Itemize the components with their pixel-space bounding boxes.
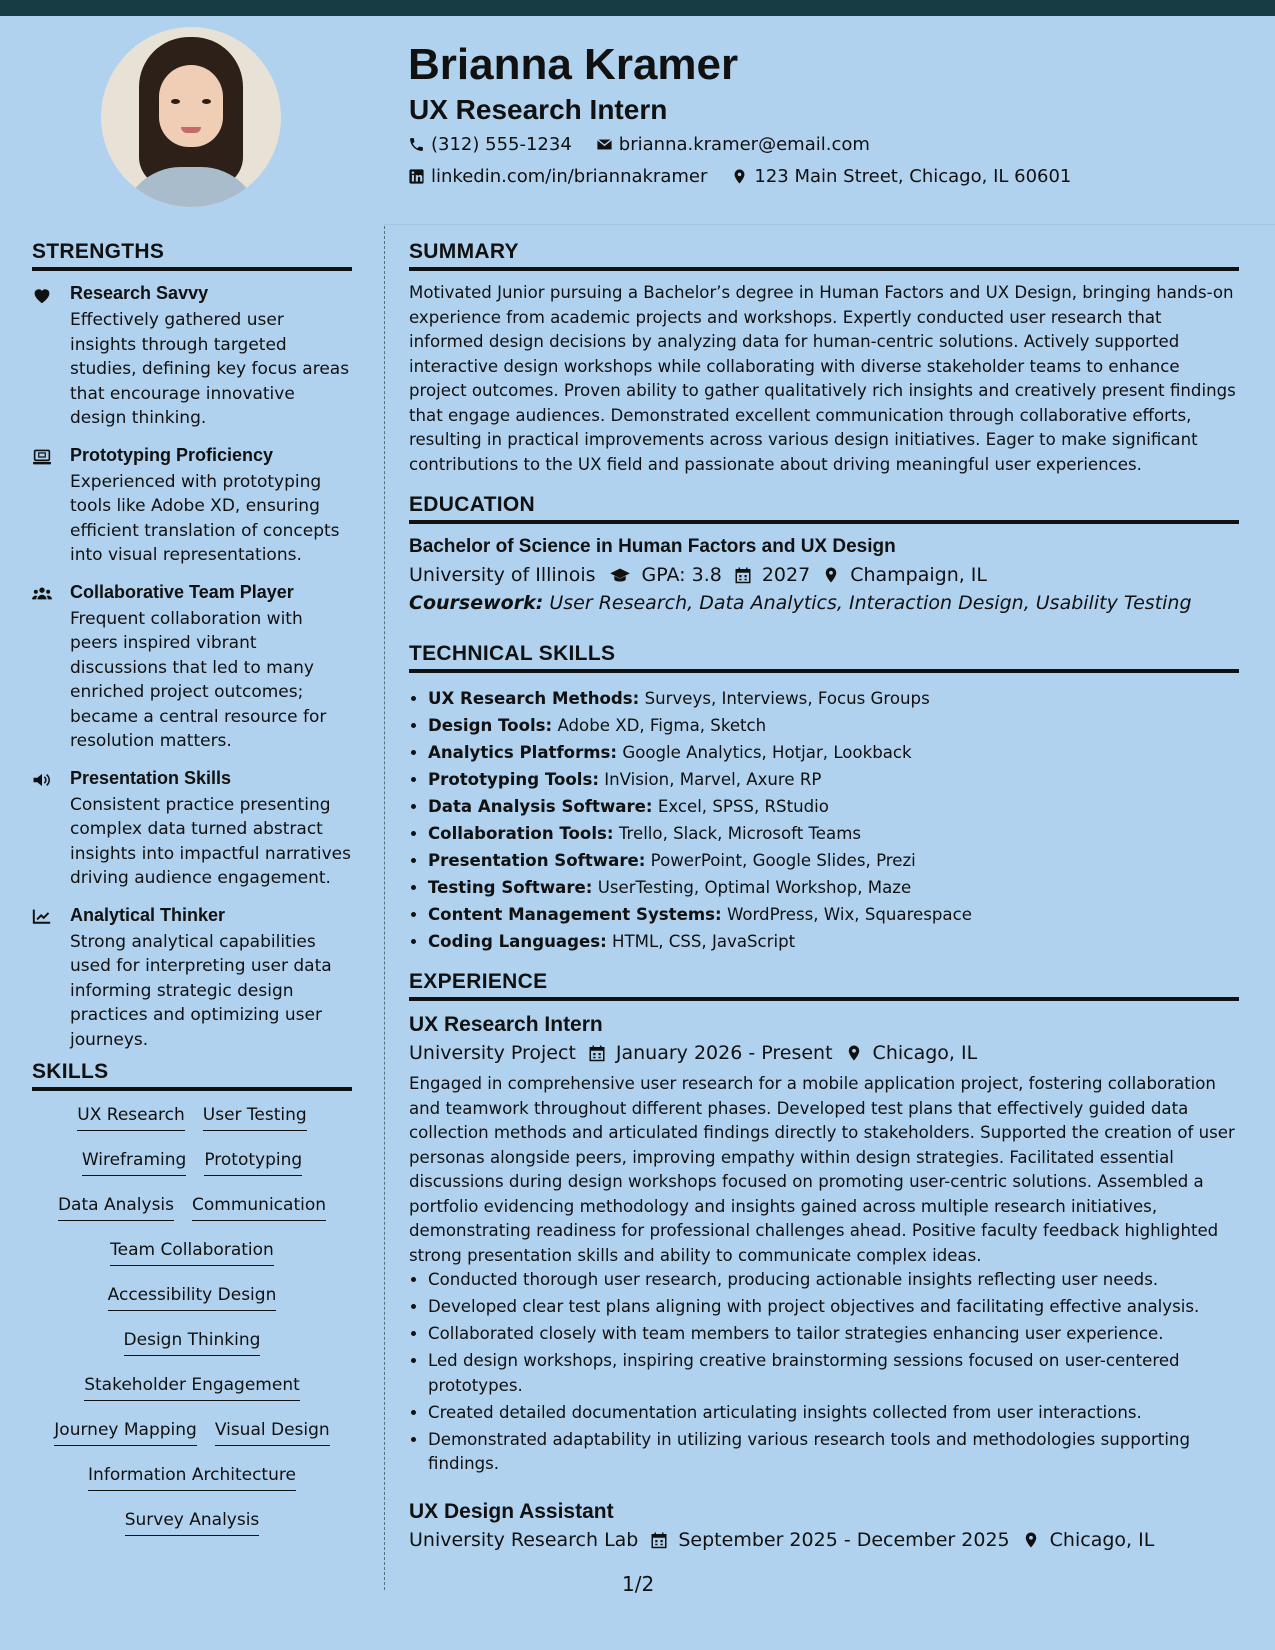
skill-tag: Prototyping [204,1150,302,1176]
skill-tag: Visual Design [215,1420,330,1446]
job-title: UX Design Assistant [409,1500,614,1523]
job-bullet: • Led design workshops, inspiring creative brainstorming sessions focused on user-centered prototypes. [428,1349,1239,1398]
technical-skill-value: Excel, SPSS, RStudio [657,797,829,816]
education-heading: EDUCATION [409,493,1239,524]
skill-tag: Survey Analysis [125,1510,260,1536]
skill-tag: Data Analysis [58,1195,174,1221]
heart-icon [32,286,52,304]
skill-row [32,1150,352,1195]
calendar-icon [734,566,752,584]
experience-entry [409,1013,1239,1479]
candidate-name: Brianna Kramer [408,40,739,89]
job-dates: September 2025 - December 2025 [678,1529,1010,1551]
skill-tag: Stakeholder Engagement [84,1375,300,1401]
coursework-label: Coursework: [409,592,544,614]
contact-row-1 [408,134,870,155]
strength-description: Experienced with prototyping tools like Adobe XD, ensuring efficient translation of concepts into visual representations. [70,471,340,565]
technical-skills-heading: TECHNICAL SKILLS [409,642,1239,673]
job-bullet: • Developed clear test plans aligning with project objectives and facilitating effective analysis. [428,1295,1239,1320]
job-organization: University Research Lab [409,1529,639,1551]
page-number: 1/2 [622,1572,655,1596]
users-icon [32,585,52,603]
skill-tag: User Testing [203,1105,307,1131]
strength-description: Strong analytical capabilities used for interpreting user data informing strategic design practices and optimizing user journeys. [70,931,332,1050]
location-pin-icon [845,1044,863,1062]
skill-row [32,1465,352,1510]
job-description: Engaged in comprehensive user research for a mobile application project, fostering collaboration and teamwork throughout different phases. Developed test plans that effectively guided data collection methods and articulated findings directly to stakeholders. Supported the creation of user personas alongside peers, improving empathy within design strategies. Facilitated essential discussions during design workshops focused on promoting user-centric solutions. Assembled a portfolio evidencing methodology and insights gained across multiple research initiatives, demonstrating readiness for professional challenges ahead. Positive faculty feedback highlighted strong presentation skills and ability to communicate complex ideas. [409,1074,1235,1265]
technical-skill-label: Content Management Systems: [428,905,722,924]
job-bullet: • Collaborated closely with team members to tailor strategies enhancing user experience. [428,1322,1239,1347]
envelope-icon [596,136,613,153]
skill-row [32,1240,352,1285]
header-separator [384,224,1275,225]
job-meta [409,1529,1239,1551]
technical-skill-value: InVision, Marvel, Axure RP [604,770,822,789]
technical-skill-item [428,928,1239,955]
strength-item [32,582,352,754]
coursework [409,592,1239,614]
strengths-heading: STRENGTHS [32,240,352,271]
skills-heading: SKILLS [32,1060,352,1091]
technical-skill-label: Data Analysis Software: [428,797,653,816]
linkedin-icon [408,168,425,185]
job-bullet: • Conducted thorough user research, producing actionable insights reflecting user needs. [428,1268,1239,1293]
technical-skill-item [428,712,1239,739]
email-address[interactable]: brianna.kramer@email.com [618,134,870,155]
strength-title: Presentation Skills [70,767,232,788]
profile-photo [101,27,281,207]
laptop-icon [32,448,52,466]
experience-heading: EXPERIENCE [409,970,1239,1001]
strength-description: Effectively gathered user insights through targeted studies, defining key focus areas that encourage innovative design thinking. [70,310,350,428]
strength-description: Frequent collaboration with peers inspired vibrant discussions that led to many enriched project outcomes; became a central resource for resolution matters. [70,608,327,751]
technical-skill-value: Adobe XD, Figma, Sketch [557,716,767,735]
technical-skill-item [428,901,1239,928]
skill-tag: Accessibility Design [108,1285,277,1311]
calendar-icon [588,1044,606,1062]
technical-skill-item [428,685,1239,712]
graduation-cap-icon [608,566,632,584]
summary-heading: SUMMARY [409,240,1239,271]
technical-skill-item [428,847,1239,874]
technical-skill-item [428,793,1239,820]
strength-title: Collaborative Team Player [70,581,294,602]
skill-tag: Wireframing [82,1150,186,1176]
chart-line-icon [32,908,52,926]
technical-skill-value: Google Analytics, Hotjar, Lookback [622,743,912,762]
technical-skill-label: Design Tools: [428,716,553,735]
job-location: Chicago, IL [1049,1529,1155,1551]
technical-skill-value: WordPress, Wix, Squarespace [726,905,972,924]
technical-skill-label: Prototyping Tools: [428,770,599,789]
skill-tag: Design Thinking [124,1330,261,1356]
coursework-list: User Research, Data Analytics, Interaction Design, Usability Testing [549,592,1192,614]
skill-tag: Communication [192,1195,326,1221]
technical-skill-label: Presentation Software: [428,851,646,870]
location-pin-icon [1022,1531,1040,1549]
strength-description: Consistent practice presenting complex data turned abstract insights into impactful narratives driving audience engagement. [70,794,351,888]
technical-skill-label: Collaboration Tools: [428,824,614,843]
skill-tag: Team Collaboration [110,1240,274,1266]
technical-skill-label: Coding Languages: [428,932,607,951]
technical-skill-item [428,766,1239,793]
skills-list [32,1105,352,1555]
strengths-section [32,240,352,1066]
job-location: Chicago, IL [872,1042,978,1064]
location-pin-icon [822,566,840,584]
skill-row [32,1420,352,1465]
degree-name: Bachelor of Science in Human Factors and UX Design [409,536,896,557]
location-pin-icon [731,168,748,185]
speaker-icon [32,771,52,789]
linkedin-url[interactable]: linkedin.com/in/briannakramer [431,166,708,187]
technical-skill-label: Testing Software: [428,878,593,897]
street-address: 123 Main Street, Chicago, IL 60601 [754,166,1072,187]
skill-tag: Information Architecture [88,1465,296,1491]
job-title: UX Research Intern [409,1013,603,1036]
graduation-year: 2027 [761,564,811,586]
skill-tag: Journey Mapping [54,1420,197,1446]
job-bullets [409,1268,1239,1477]
contact-row-2 [408,166,1071,187]
skill-row [32,1105,352,1150]
calendar-icon [650,1531,668,1549]
school-location: Champaign, IL [850,564,988,586]
job-meta [409,1042,1239,1064]
strength-title: Analytical Thinker [70,904,226,925]
candidate-title: UX Research Intern [409,94,668,125]
technical-skill-label: UX Research Methods: [428,689,640,708]
technical-skill-value: PowerPoint, Google Slides, Prezi [650,851,916,870]
job-bullet: • Created detailed documentation articulating insights collected from user interactions. [428,1401,1239,1426]
experience-entry [409,1500,1239,1551]
strength-item [32,768,352,891]
technical-skill-value: Surveys, Interviews, Focus Groups [644,689,930,708]
top-bar [0,0,1275,16]
phone-icon [408,136,425,153]
column-divider [384,226,385,1590]
technical-skill-item [428,820,1239,847]
school-name: University of Illinois [409,564,596,586]
strength-item [32,445,352,568]
gpa: GPA: 3.8 [641,564,722,586]
technical-skill-value: UserTesting, Optimal Workshop, Maze [597,878,912,897]
skill-row [32,1330,352,1375]
technical-skill-value: HTML, CSS, JavaScript [612,932,796,951]
job-bullet: • Demonstrated adaptability in utilizing various research tools and methodologies supporting findings. [428,1428,1239,1477]
job-organization: University Project [409,1042,576,1064]
phone-number[interactable]: (312) 555-1234 [431,134,572,155]
skill-row [32,1510,352,1555]
education-entry [409,536,1239,614]
technical-skill-item [428,739,1239,766]
strength-item [32,905,352,1053]
skill-tag: UX Research [77,1105,184,1131]
technical-skills-list [409,685,1239,955]
skill-row [32,1375,352,1420]
summary-text: Motivated Junior pursuing a Bachelor’s degree in Human Factors and UX Design, bringing hands-on experience from academic projects and workshops. Expertly conducted user research that informed design decisions by analyzing data for human-centric solutions. Actively supported interactive design workshops while collaborating with diverse stakeholder teams to enhance project outcomes. Proven ability to gather qualitatively rich insights and creatively present findings that engage audiences. Demonstrated excellent communication through collaborative efforts, resulting in practical improvements across various design initiatives. Eager to make significant contributions to the UX field and passionate about driving meaningful user experiences. [409,283,1236,474]
technical-skill-value: Trello, Slack, Microsoft Teams [618,824,861,843]
skill-row [32,1195,352,1240]
job-dates: January 2026 - Present [615,1042,833,1064]
technical-skill-item [428,874,1239,901]
technical-skill-label: Analytics Platforms: [428,743,618,762]
strength-title: Research Savvy [70,283,209,303]
strength-title: Prototyping Proficiency [70,444,274,465]
strength-item [32,283,352,431]
skill-row [32,1285,352,1330]
education-meta [409,564,1239,586]
